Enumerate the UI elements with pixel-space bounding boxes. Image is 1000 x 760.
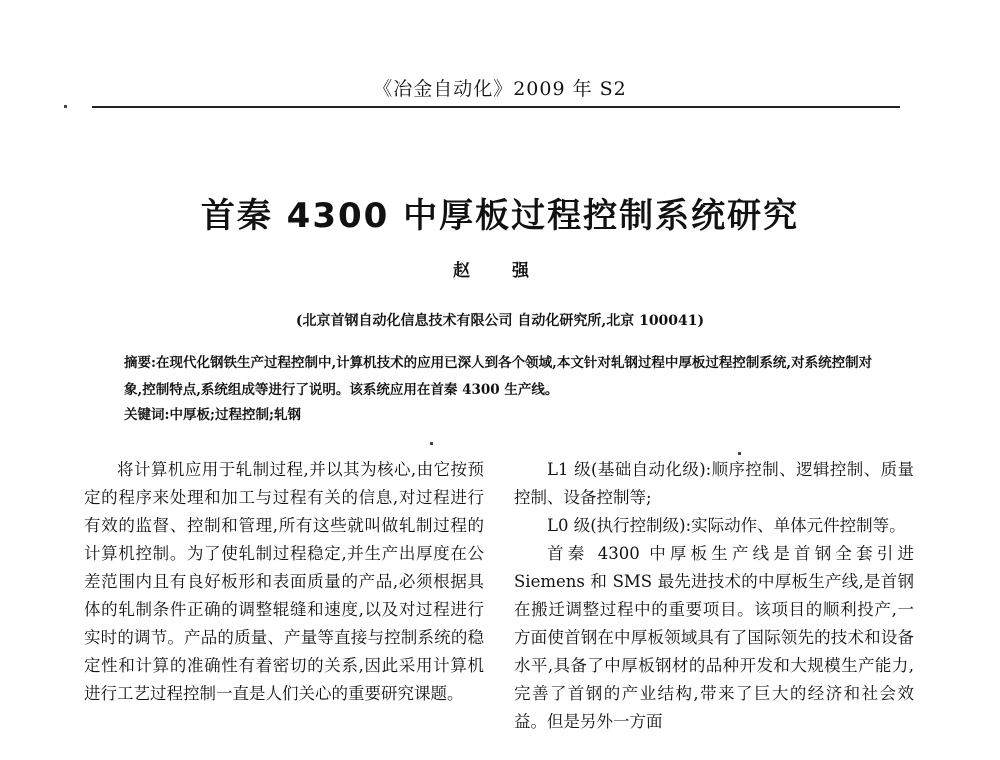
abstract-text: 在现代化钢铁生产过程控制中,计算机技术的应用已深人到各个领域,本文针对轧钢过程中厚板过程控制系统,对系统控制对象,控制特点,系统组成等进行了说明。该系统应用在首秦 4300 生产线。: [124, 355, 873, 398]
header-rule: [92, 106, 900, 108]
abstract: [124, 350, 880, 404]
scan-speck: [64, 105, 67, 108]
paper-author: 赵 强: [453, 261, 547, 281]
keywords-label: 关键词:: [124, 407, 170, 423]
body-right-column: [514, 456, 914, 736]
scan-speck: [738, 452, 741, 455]
scan-speck: [430, 442, 433, 445]
body-paragraph: 首秦 4300 中厚板生产线是首钢全套引进 Siemens 和 SMS 最先进技术的中厚板生产线,是首钢在搬迁调整过程中的重要项目。该项目的顺利投产,一方面使首钢在中厚板领域具有了国际领先的技术和设备水平,具备了中厚板钢材的品种开发和大规模生产能力,完善了首钢的产业结构,带来了巨大的经济和社会效益。但是另外一方面: [514, 544, 914, 731]
paper-affiliation: (北京首钢自动化信息技术有限公司 自动化研究所,北京 100041): [295, 313, 705, 329]
paper-title: 首秦 4300 中厚板过程控制系统研究: [200, 196, 800, 236]
body-paragraph: L1 级(基础自动化级):顺序控制、逻辑控制、质量控制、设备控制等;: [514, 460, 914, 507]
journal-header: 《冶金自动化》2009 年 S2: [373, 78, 627, 100]
keywords-text: 中厚板;过程控制;轧钢: [169, 407, 301, 423]
body-paragraph: L0 级(执行控制级):实际动作、单体元件控制等。: [547, 516, 906, 535]
body-paragraph: 将计算机应用于轧制过程,并以其为核心,由它按预定的程序来处理和加工与过程有关的信息,对过程进行有效的监督、控制和管理,所有这些就叫做轧制过程的计算机控制。为了使轧制过程稳定,并生产出厚度在公差范围内且有良好板形和表面质量的产品,必须根据具体的轧制条件正确的调整辊缝和速度,以及对过程进行实时的调节。产品的质量、产量等直接与控制系统的稳定性和计算的准确性有着密切的关系,因此采用计算机进行工艺过程控制一直是人们关心的重要研究课题。: [84, 460, 484, 703]
body-left-column: [84, 456, 484, 708]
keywords: [124, 402, 880, 429]
abstract-label: 摘要:: [124, 355, 156, 371]
